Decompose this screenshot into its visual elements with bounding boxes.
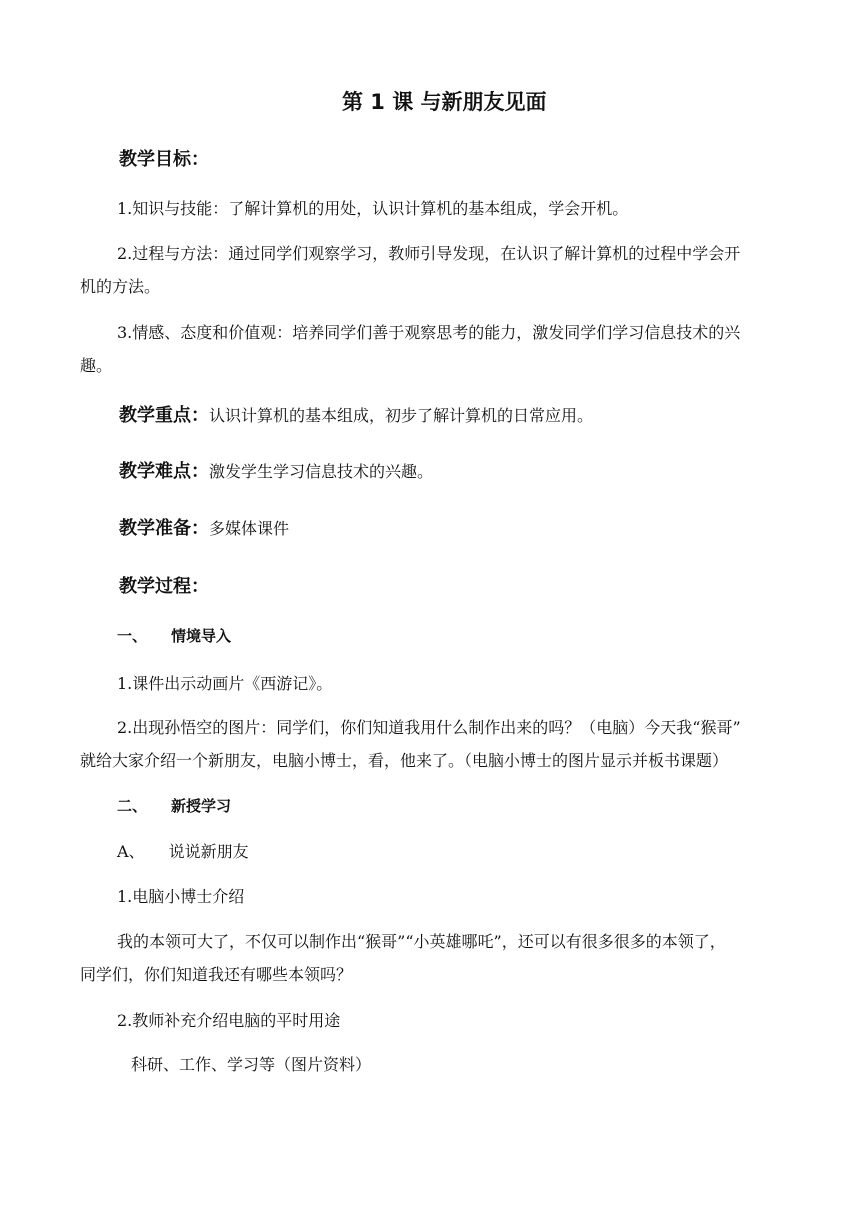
preparation: [119, 519, 289, 539]
subsection-a-number: A、: [117, 842, 145, 861]
objective-3-line-1: 3.情感、态度和价值观：培养同学们善于观察思考的能力，激发同学们学习信息技术的兴: [117, 323, 741, 342]
section-1-para-2-line-1: 2.出现孙悟空的图片：同学们，你们知道我用什么制作出来的吗？（电脑）今天我“猴哥”: [117, 718, 741, 737]
objective-2-line-1: 2.过程与方法：通过同学们观察学习，教师引导发现，在认识了解计算机的过程中学会开: [117, 244, 741, 263]
section-1-heading: [117, 626, 231, 646]
difficulty-text: 激发学生学习信息技术的兴趣。: [209, 462, 434, 481]
preparation-label: 教学准备：: [119, 518, 209, 539]
difficulty-label: 教学难点：: [119, 461, 209, 482]
objectives-heading: 教学目标：: [119, 149, 209, 170]
objective-3-line-2: 趣。: [80, 356, 113, 375]
difficulty: [119, 462, 433, 482]
section-2-para-4: 科研、工作、学习等（图片资料）: [131, 1055, 372, 1074]
section-2-number: 二、: [117, 797, 148, 815]
section-1-para-2-line-2: 就给大家介绍一个新朋友，电脑小博士，看，他来了。（电脑小博士的图片显示并板书课题）: [80, 751, 729, 770]
section-2-para-3: 2.教师补充介绍电脑的平时用途: [117, 1011, 341, 1030]
section-2-title: 新授学习: [171, 797, 232, 815]
section-2-para-1: 1.电脑小博士介绍: [117, 887, 245, 906]
objective-1: 1.知识与技能：了解计算机的用处，认识计算机的基本组成，学会开机。: [117, 199, 629, 218]
key-point-label: 教学重点：: [119, 405, 209, 426]
subsection-a-title: 说说新朋友: [168, 842, 249, 861]
section-1-title: 情境导入: [171, 627, 232, 645]
key-point: [119, 406, 593, 426]
section-2-para-2-line-1: 我的本领可大了，不仅可以制作出“猴哥”“小英雄哪吒”，还可以有很多很多的本领了，: [117, 932, 726, 951]
key-point-text: 认识计算机的基本组成，初步了解计算机的日常应用。: [209, 406, 594, 425]
page-title: 第 1 课 与新朋友见面: [342, 90, 547, 114]
process-heading: 教学过程：: [119, 576, 209, 597]
section-1-para-1: 1.课件出示动画片《西游记》。: [117, 674, 333, 693]
preparation-text: 多媒体课件: [209, 519, 290, 538]
section-2-para-2-line-2: 同学们，你们知道我还有哪些本领吗？: [80, 965, 353, 984]
objective-2-line-2: 机的方法。: [80, 277, 161, 296]
subsection-a-heading: [117, 842, 249, 862]
section-2-heading: [117, 796, 231, 816]
section-1-number: 一、: [117, 627, 148, 645]
